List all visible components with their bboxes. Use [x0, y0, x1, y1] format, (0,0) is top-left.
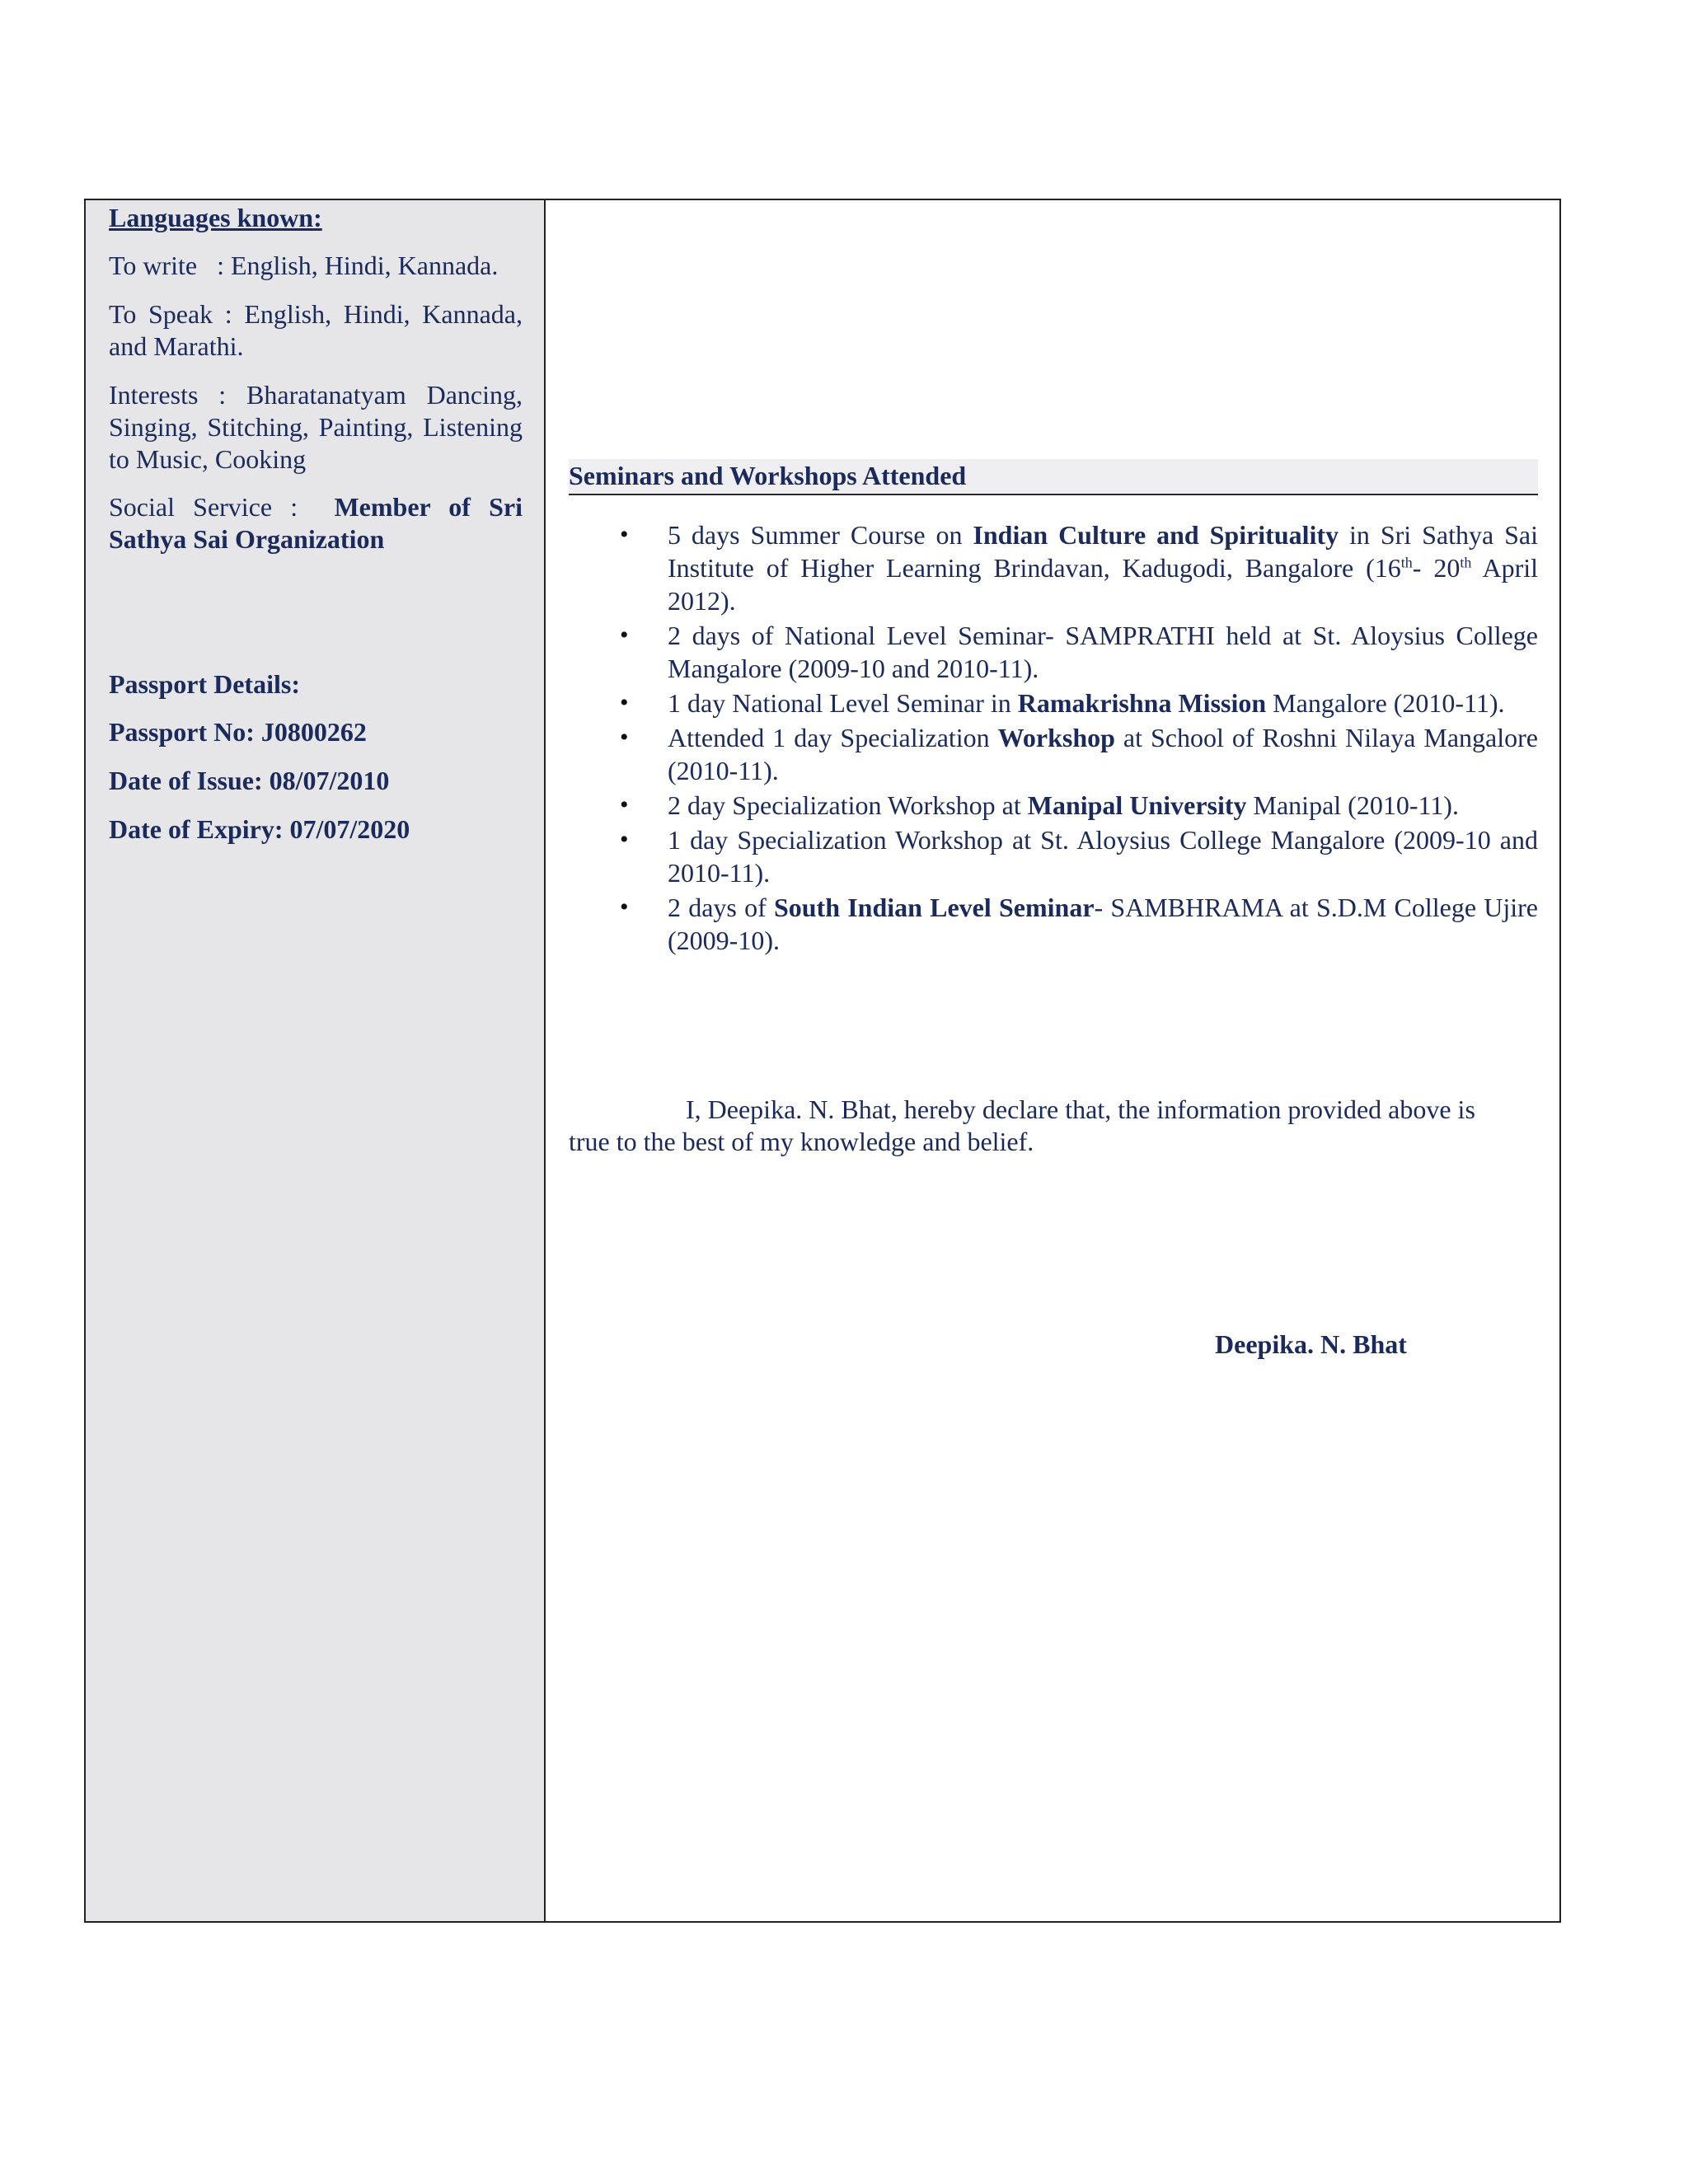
signature: Deepika. N. Bhat: [1215, 1329, 1407, 1359]
seminar-item: • 2 days of South Indian Level Seminar- SAMBHRAMA at S.D.M College Ujire (2009-10).: [620, 893, 1539, 955]
passport-number: Passport No: J0800262: [109, 717, 367, 747]
seminars-list: [569, 518, 1538, 958]
social-service-value: Member of Sri Sathya Sai Organization: [109, 492, 523, 554]
seminar-item: • 5 days Summer Course on Indian Culture and Spirituality in Sri Sathya Sai Institute of Higher Learning Brindavan, Kadugodi, Bangalore (16th- 20th April 2012).: [620, 520, 1539, 616]
left-column: [86, 200, 546, 1921]
bullet-icon: •: [620, 521, 629, 548]
seminars-heading: Seminars and Workshops Attended: [569, 459, 1538, 495]
bullet-icon: •: [620, 621, 629, 649]
seminar-item: • 2 days of National Level Seminar- SAMPRATHI held at St. Aloysius College Mangalore (2009-10 and 2010-11).: [620, 621, 1538, 683]
passport-expiry-date: Date of Expiry: 07/07/2020: [109, 814, 410, 844]
languages-speak: To Speak : English, Hindi, Kannada, and Marathi.: [109, 299, 523, 361]
passport-issue-date: Date of Issue: 08/07/2010: [109, 766, 390, 795]
bullet-icon: •: [620, 724, 629, 751]
languages-write: To write : English, Hindi, Kannada.: [109, 251, 499, 280]
seminar-item: • 2 day Specialization Workshop at Manipal University Manipal (2010-11).: [620, 790, 1459, 820]
declaration: I, Deepika. N. Bhat, hereby declare that, the information provided above is true to the best of my knowledge and belief.: [569, 1094, 1475, 1156]
bullet-icon: •: [620, 791, 629, 818]
seminar-item: • 1 day National Level Seminar in Ramakrishna Mission Mangalore (2010-11).: [620, 688, 1505, 718]
bullet-icon: •: [620, 689, 629, 716]
bullet-icon: •: [620, 893, 629, 921]
passport-title: Passport Details:: [109, 669, 300, 699]
social-service-label: Social Service :: [109, 492, 335, 522]
social-service: [109, 491, 523, 555]
resume-table: [84, 199, 1561, 1923]
seminar-item: • Attended 1 day Specialization Workshop at School of Roshni Nilaya Mangalore (2010-11).: [620, 723, 1539, 785]
bullet-icon: •: [620, 826, 629, 853]
interests: Interests : Bharatanatyam Dancing, Singing, Stitching, Painting, Listening to Music, Cooking: [109, 380, 523, 474]
seminar-item: • 1 day Specialization Workshop at St. Aloysius College Mangalore (2009-10 and 2010-11).: [620, 825, 1538, 888]
languages-title: Languages known:: [109, 203, 322, 232]
right-column: [546, 200, 1559, 1921]
